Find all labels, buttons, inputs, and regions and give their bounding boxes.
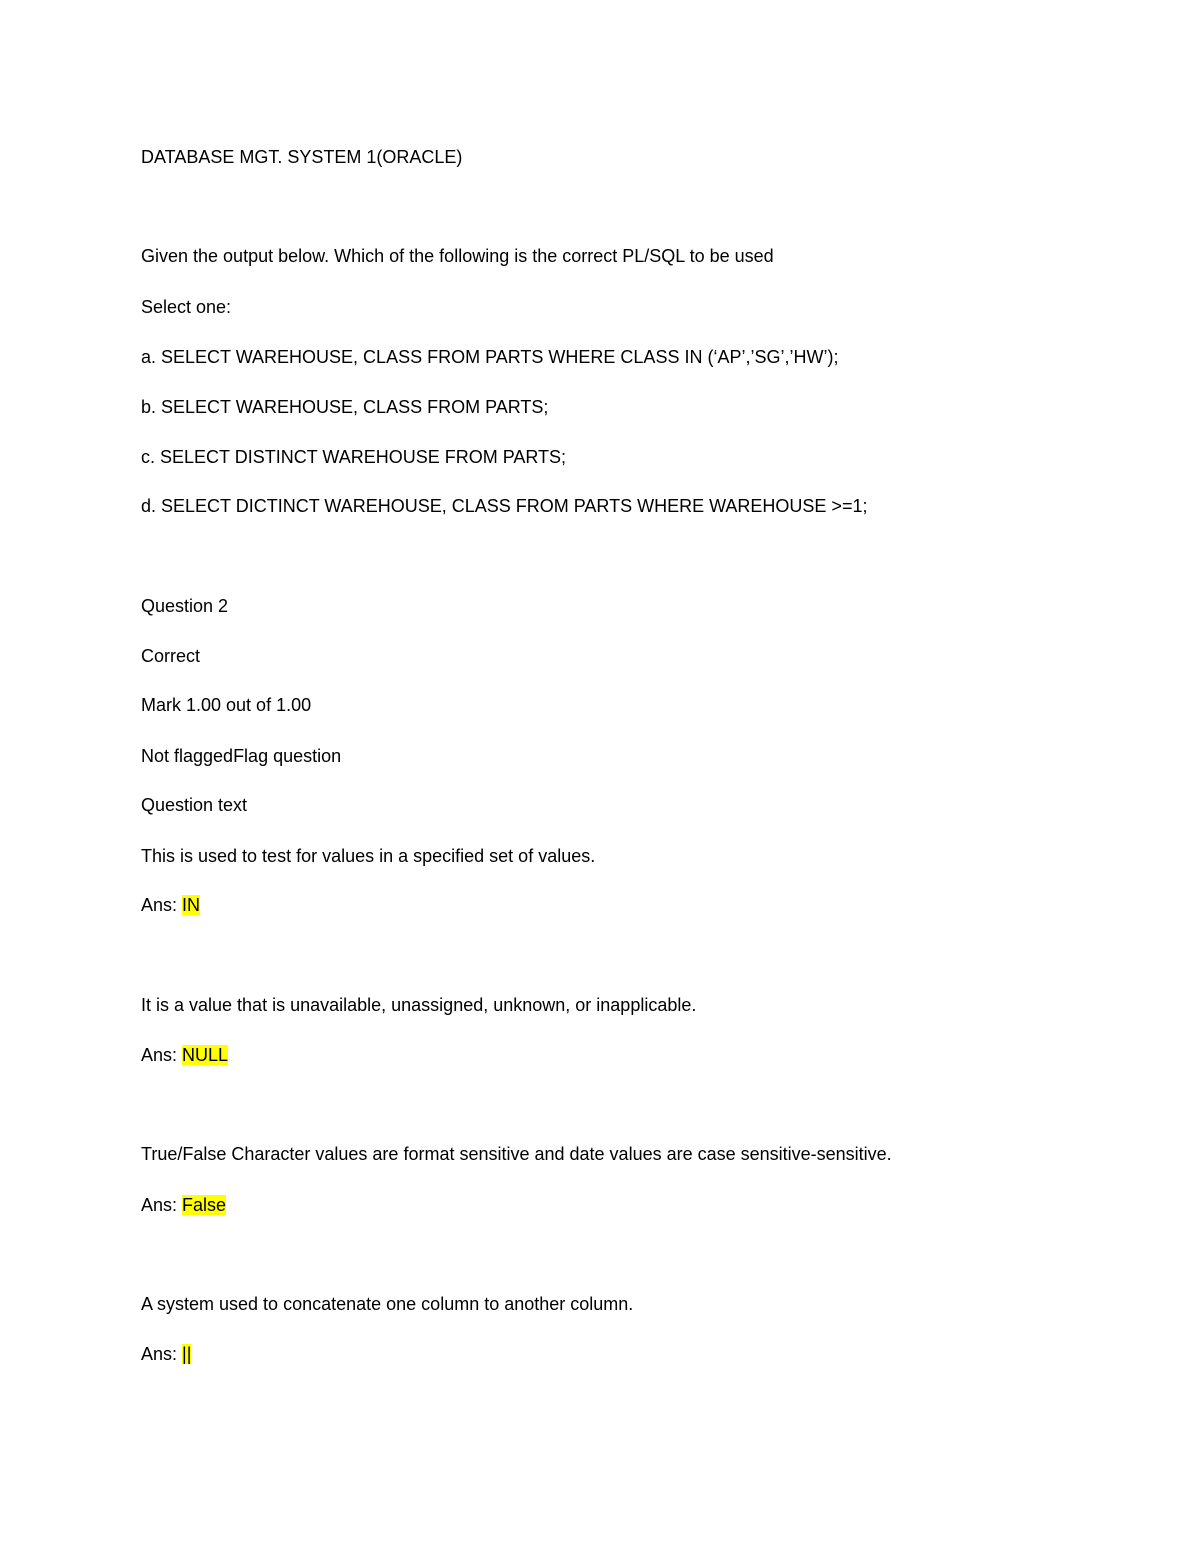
qa-answer-row-4: [141, 1343, 191, 1365]
highlighted-answer: False: [182, 1195, 227, 1215]
option-d: d. SELECT DICTINCT WAREHOUSE, CLASS FROM PARTS WHERE WAREHOUSE >=1;: [141, 496, 868, 516]
ans-label: Ans:: [141, 1045, 183, 1065]
option-b: b. SELECT WAREHOUSE, CLASS FROM PARTS;: [141, 397, 549, 417]
select-one-label: Select one:: [141, 297, 232, 317]
qa-question-3: True/False Character values are format sensitive and date values are case sensitive-sensitive.: [141, 1144, 892, 1164]
document-title: DATABASE MGT. SYSTEM 1(ORACLE): [141, 147, 463, 167]
highlighted-answer: IN: [182, 895, 201, 915]
qa-question-4: A system used to concatenate one column to another column.: [141, 1294, 634, 1314]
qa-answer-row-1: [141, 894, 200, 916]
flag-question-text: Not flaggedFlag question: [141, 746, 342, 766]
option-a: a. SELECT WAREHOUSE, CLASS FROM PARTS WHERE CLASS IN (‘AP’,’SG’,’HW’);: [141, 347, 839, 367]
highlighted-answer: ||: [182, 1344, 192, 1364]
question-1-prompt: Given the output below. Which of the following is the correct PL/SQL to be used: [141, 246, 774, 266]
qa-answer-row-2: [141, 1044, 228, 1066]
question-mark: Mark 1.00 out of 1.00: [141, 695, 312, 715]
ans-label: Ans:: [141, 895, 183, 915]
option-c: c. SELECT DISTINCT WAREHOUSE FROM PARTS;: [141, 447, 567, 467]
qa-answer-row-3: [141, 1194, 226, 1216]
question-2-heading: Question 2: [141, 596, 229, 616]
qa-question-1: This is used to test for values in a specified set of values.: [141, 846, 596, 866]
question-text-label: Question text: [141, 795, 248, 815]
question-status: Correct: [141, 646, 201, 666]
ans-label: Ans:: [141, 1195, 183, 1215]
highlighted-answer: NULL: [182, 1045, 229, 1065]
ans-label: Ans:: [141, 1344, 183, 1364]
qa-question-2: It is a value that is unavailable, unassigned, unknown, or inapplicable.: [141, 995, 697, 1015]
